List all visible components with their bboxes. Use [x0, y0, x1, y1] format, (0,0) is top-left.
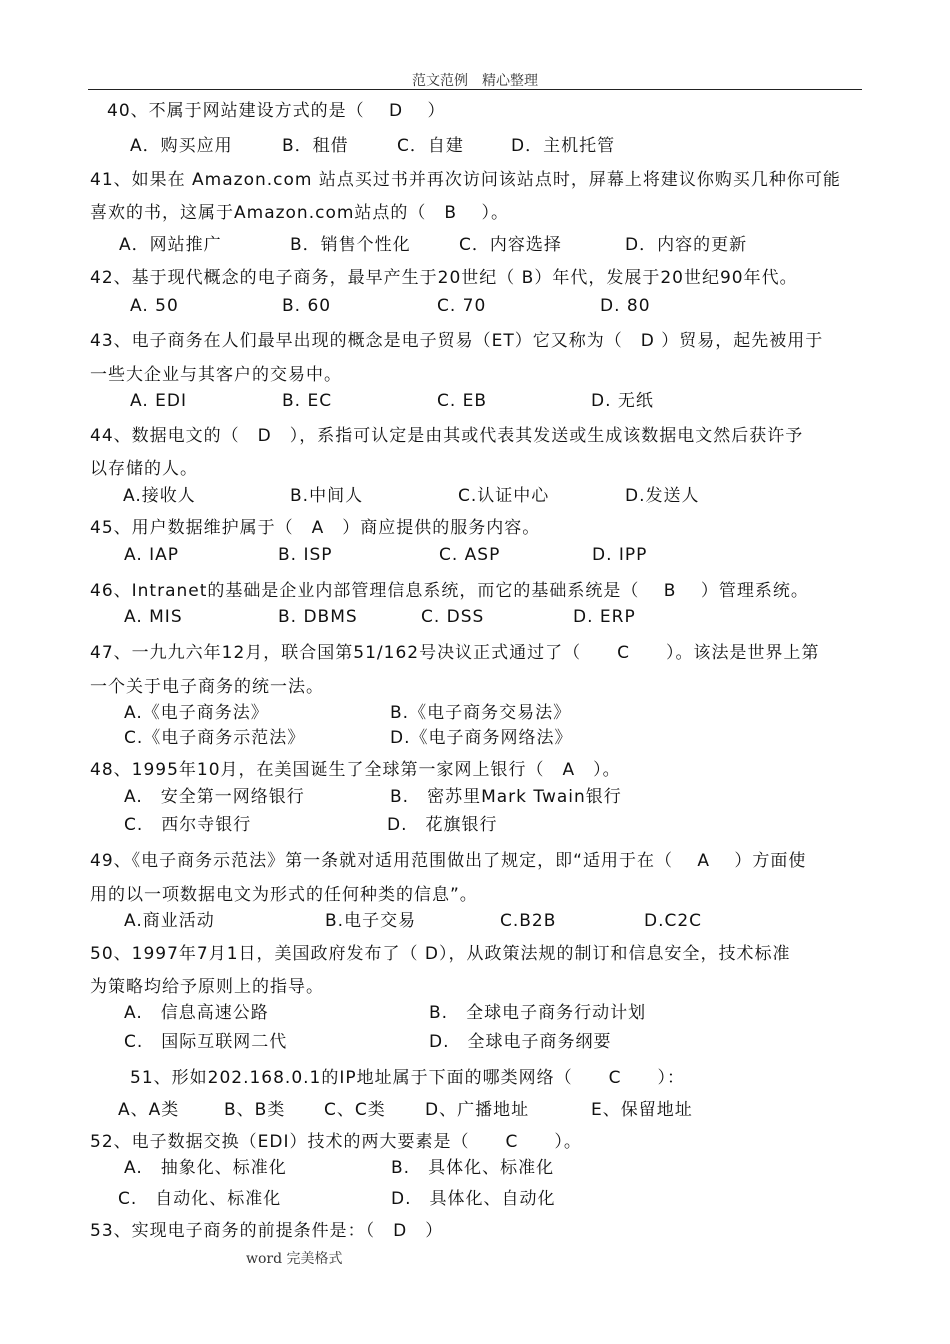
option-50-d: D. 全球电子商务纲要 [429, 1032, 612, 1052]
option-42-b: B. 60 [282, 296, 332, 316]
option-44-d: D.发送人 [625, 486, 700, 506]
option-44-c: C.认证中心 [458, 486, 550, 506]
option-49-c: C.B2B [500, 911, 557, 931]
question-48: 48、1995年10月，在美国诞生了全球第一家网上银行（ A ）。 [90, 760, 621, 780]
option-51-e: E、保留地址 [591, 1100, 693, 1120]
option-41-d: D．内容的更新 [625, 235, 748, 255]
question-50-line-2: 为策略均给予原则上的指导。 [90, 977, 324, 997]
option-51-b: B、B类 [224, 1100, 286, 1120]
option-45-d: D. IPP [592, 545, 648, 565]
option-45-c: C. ASP [439, 545, 501, 565]
option-48-a: A. 安全第一网络银行 [124, 787, 305, 807]
question-44-line-1: 44、数据电文的（ D ），系指可认定是由其或代表其发送或生成该数据电文然后获许予 [90, 426, 804, 446]
option-46-a: A. MIS [124, 607, 183, 627]
option-46-d: D. ERP [573, 607, 636, 627]
option-44-b: B.中间人 [290, 486, 364, 506]
option-41-b: B．销售个性化 [290, 235, 411, 255]
question-41-line-1: 41、如果在 Amazon.com 站点买过书并再次访问该站点时，屏幕上将建议你购买几种你可能 [90, 170, 841, 190]
option-41-c: C．内容选择 [459, 235, 562, 255]
option-51-a: A、A类 [118, 1100, 180, 1120]
option-51-c: C、C类 [324, 1100, 386, 1120]
question-41-line-2: 喜欢的书，这属于Amazon.com站点的（ B ）。 [90, 203, 509, 223]
option-52-d: D. 具体化、自动化 [391, 1189, 556, 1209]
option-41-a: A．网站推广 [119, 235, 222, 255]
option-40-b: B．租借 [282, 136, 349, 156]
option-52-b: B. 具体化、标准化 [391, 1158, 555, 1178]
question-44-line-2: 以存储的人。 [90, 459, 198, 479]
option-45-a: A. IAP [124, 545, 180, 565]
question-47-line-2: 一个关于电子商务的统一法。 [90, 677, 324, 697]
option-42-c: C. 70 [437, 296, 487, 316]
option-48-c: C. 西尔寺银行 [124, 815, 252, 835]
option-43-c: C. EB [437, 391, 488, 411]
header-divider [88, 89, 862, 90]
page-footer: word 完美格式 [246, 1251, 343, 1267]
option-52-a: A. 抽象化、标准化 [124, 1158, 287, 1178]
question-52: 52、电子数据交换（EDI）技术的两大要素是（ C ）。 [90, 1132, 582, 1152]
question-47-line-1: 47、一九九六年12月，联合国第51/162号决议正式通过了（ C ）。该法是世界上第 [90, 643, 820, 663]
option-46-c: C. DSS [421, 607, 485, 627]
option-43-b: B. EC [282, 391, 333, 411]
option-40-c: C．自建 [397, 136, 464, 156]
question-50-line-1: 50、1997年7月1日，美国政府发布了（ D），从政策法规的制订和信息安全，技术标准 [90, 944, 791, 964]
question-53: 53、实现电子商务的前提条件是：（ D ） [90, 1221, 444, 1241]
question-49-line-1: 49、《电子商务示范法》第一条就对适用范围做出了规定，即“适用于在（ A ）方面使 [90, 851, 807, 871]
option-43-d: D. 无纸 [591, 391, 654, 411]
option-44-a: A.接收人 [123, 486, 196, 506]
question-49-line-2: 用的以一项数据电文为形式的任何种类的信息”。 [90, 885, 478, 905]
option-49-d: D.C2C [644, 911, 703, 931]
option-42-a: A. 50 [130, 296, 179, 316]
option-48-d: D. 花旗银行 [387, 815, 498, 835]
option-48-b: B. 密苏里Mark Twain银行 [390, 787, 622, 807]
option-49-a: A.商业活动 [124, 911, 215, 931]
page-header: 范文范例 精心整理 [412, 73, 538, 89]
option-49-b: B.电子交易 [325, 911, 417, 931]
option-51-d: D、广播地址 [425, 1100, 530, 1120]
option-43-a: A. EDI [130, 391, 187, 411]
option-50-b: B. 全球电子商务行动计划 [429, 1003, 647, 1023]
option-47-d: D.《电子商务网络法》 [390, 728, 573, 748]
question-42: 42、基于现代概念的电子商务，最早产生于20世纪（ B）年代，发展于20世纪90年代。 [90, 268, 798, 288]
question-40: 40、不属于网站建设方式的是（ D ） [107, 101, 446, 121]
option-47-c: C.《电子商务示范法》 [124, 728, 306, 748]
option-40-a: A．购买应用 [130, 136, 233, 156]
option-47-a: A.《电子商务法》 [124, 703, 269, 723]
option-47-b: B.《电子商务交易法》 [390, 703, 572, 723]
question-51: 51、形如202.168.0.1的IP地址属于下面的哪类网络（ C ）： [130, 1068, 686, 1088]
option-50-c: C. 国际互联网二代 [124, 1032, 288, 1052]
question-46: 46、Intranet的基础是企业内部管理信息系统，而它的基础系统是（ B ）管理系统。 [90, 581, 809, 601]
option-50-a: A. 信息高速公路 [124, 1003, 269, 1023]
option-40-d: D．主机托管 [511, 136, 616, 156]
question-43-line-1: 43、电子商务在人们最早出现的概念是电子贸易（ET）它又称为（ D ）贸易，起先被用于 [90, 331, 824, 351]
option-52-c: C. 自动化、标准化 [118, 1189, 282, 1209]
option-46-b: B. DBMS [278, 607, 358, 627]
option-42-d: D. 80 [600, 296, 651, 316]
question-43-line-2: 一些大企业与其客户的交易中。 [90, 365, 342, 385]
question-45: 45、用户数据维护属于（ A ）商应提供的服务内容。 [90, 518, 541, 538]
option-45-b: B. ISP [278, 545, 333, 565]
